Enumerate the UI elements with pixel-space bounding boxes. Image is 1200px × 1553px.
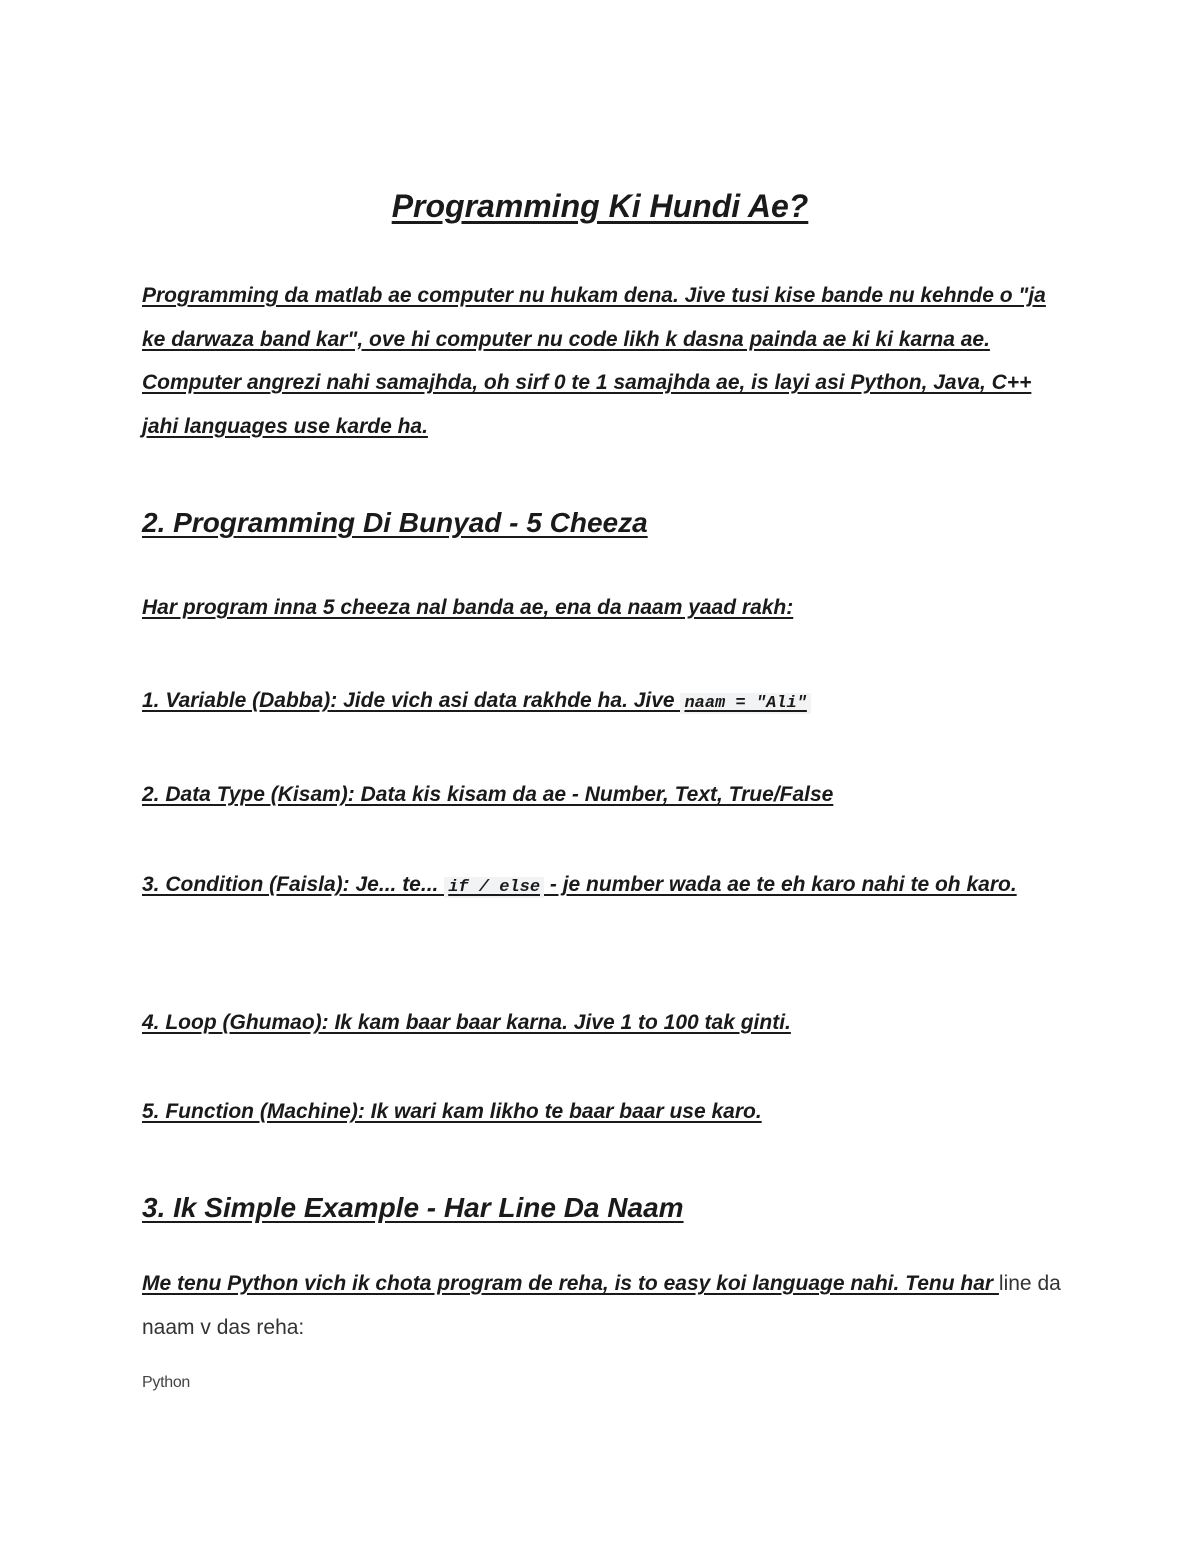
page-title: Programming Ki Hundi Ae? <box>391 188 809 224</box>
list-item-condition <box>142 863 1062 910</box>
inline-code: naam = "Ali" <box>680 693 810 714</box>
section-3-lead-bold: Me tenu Python vich ik chota program de reha, is to easy koi language nahi. Tenu har <box>142 1272 999 1295</box>
list-item-text: 1. Variable (Dabba): Jide vich asi data rakhde ha. Jive <box>142 689 681 712</box>
list-item-text-after: - je number wada ae te eh karo nahi te oh karo. <box>544 873 1017 896</box>
inline-code: if / else <box>444 877 544 898</box>
section-2-heading: 2. Programming Di Bunyad - 5 Cheeza <box>142 507 648 538</box>
section-3-lead <box>142 1262 1062 1349</box>
section-2-lead: Har program inna 5 cheeza nal banda ae, ena da naam yaad rakh: <box>142 596 794 619</box>
intro-paragraph: Programming da matlab ae computer nu hukam dena. Jive tusi kise bande nu kehnde o "ja ke darwaza band kar", ove hi computer nu code likh k dasna painda ae ki ki karna ae. Computer angrezi nahi samajhda, oh sirf 0 te 1 samajhda ae, is layi asi Python, Java, C++ jahi languages use karde ha. <box>142 284 1046 438</box>
code-language-label: Python <box>142 1374 191 1391</box>
list-item-loop: 4. Loop (Ghumao): Ik kam baar baar karna. Jive 1 to 100 tak ginti. <box>142 1011 791 1034</box>
list-item-variable <box>142 679 1062 726</box>
section-3-heading: 3. Ik Simple Example - Har Line Da Naam <box>142 1192 684 1223</box>
list-item-function: 5. Function (Machine): Ik wari kam likho te baar baar use karo. <box>142 1100 762 1123</box>
list-item-data-type: 2. Data Type (Kisam): Data kis kisam da ae - Number, Text, True/False <box>142 783 834 806</box>
list-item-text: 3. Condition (Faisla): Je... te... <box>142 873 445 896</box>
section-3-lead-plain: line da naam v das reha: <box>142 1272 1061 1339</box>
